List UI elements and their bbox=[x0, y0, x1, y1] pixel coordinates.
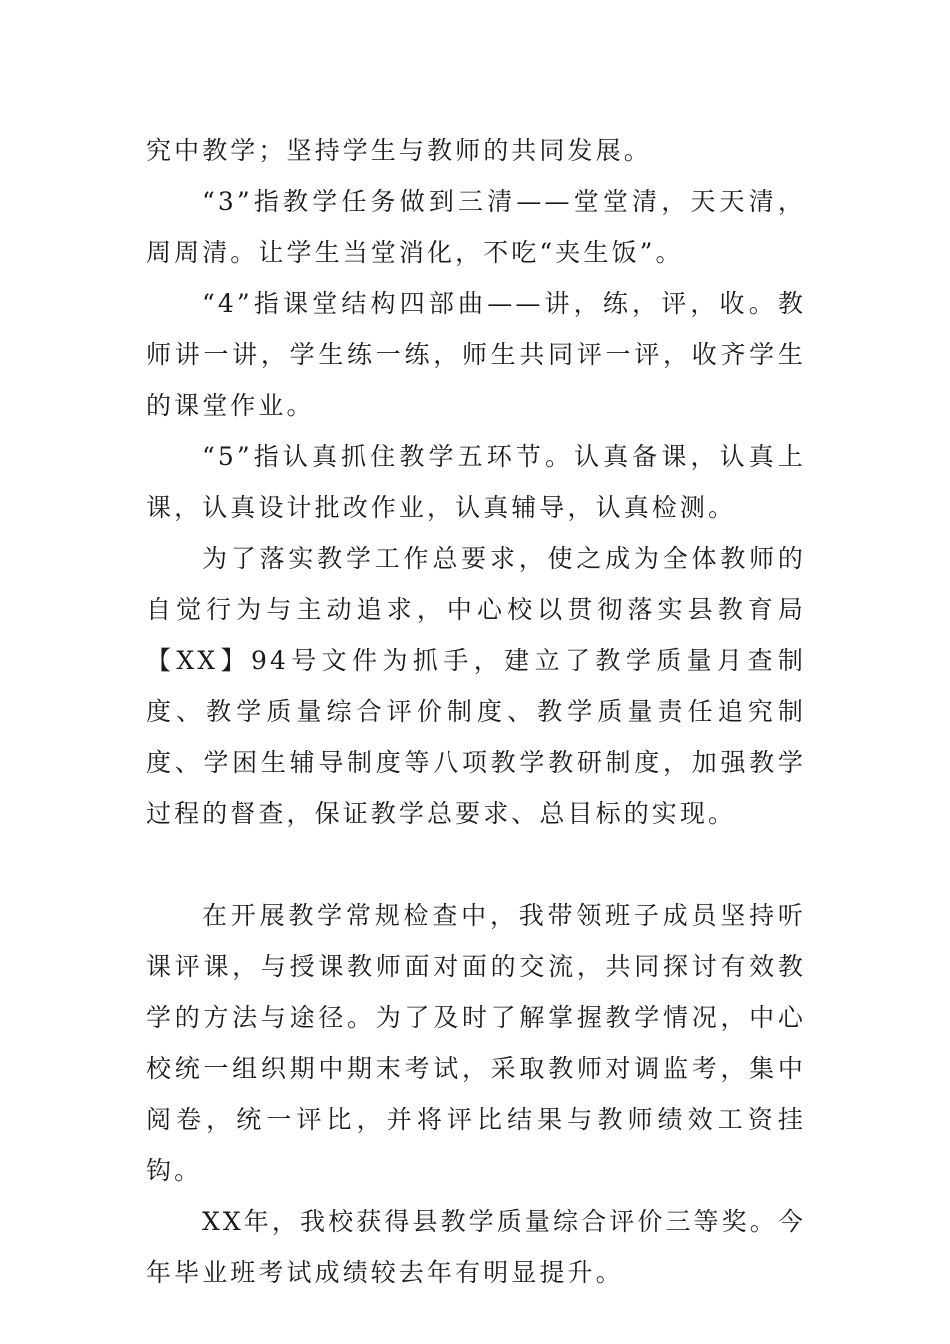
document-body bbox=[146, 125, 806, 1298]
paragraph-point-3: “3”指教学任务做到三清——堂堂清，天天清，周周清。让学生当堂消化，不吃“夹生饭”。 bbox=[146, 187, 806, 267]
paragraph-continuation: 究中教学；坚持学生与教师的共同发展。 bbox=[146, 136, 652, 165]
paragraph-point-5: “5”指认真抓住教学五环节。认真备课，认真上课，认真设计批改作业，认真辅导，认真检测。 bbox=[146, 442, 806, 522]
paragraph-routine-inspection: 在开展教学常规检查中，我带领班子成员坚持听课评课，与授课教师面对面的交流，共同探讨有效教学的方法与途径。为了及时了解掌握教学情况，中心校统一组织期中期末考试，采取教师对调监考，集中阅卷，统一评比，并将评比结果与教师绩效工资挂钩。 bbox=[146, 901, 806, 1185]
paragraph-point-4: “4”指课堂结构四部曲——讲，练，评，收。教师讲一讲，学生练一练，师生共同评一评，收齐学生的课堂作业。 bbox=[146, 289, 806, 420]
paragraph-award: XX年，我校获得县教学质量综合评价三等奖。今年毕业班考试成绩较去年有明显提升。 bbox=[146, 1207, 806, 1287]
paragraph-teaching-requirements: 为了落实教学工作总要求，使之成为全体教师的自觉行为与主动追求，中心校以贯彻落实县教育局【XX】94号文件为抓手，建立了教学质量月查制度、教学质量综合评价制度、教学质量责任追究制度、学困生辅导制度等八项教学教研制度，加强教学过程的督查，保证教学总要求、总目标的实现。 bbox=[146, 544, 806, 828]
